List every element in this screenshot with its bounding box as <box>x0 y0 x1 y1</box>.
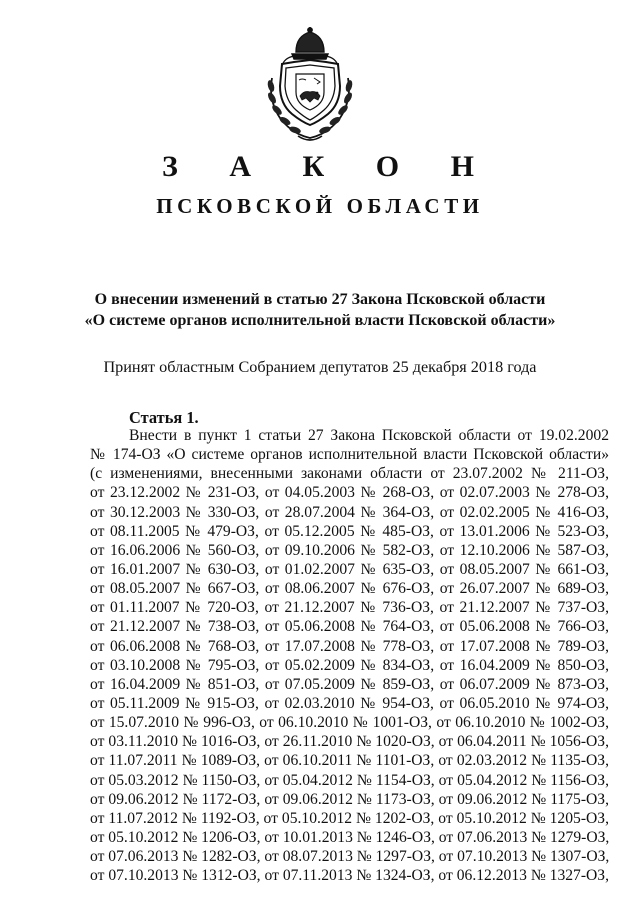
article-body <box>90 426 609 885</box>
adoption-note: Принят областным Собранием депутатов 25 декабря 2018 года <box>103 358 537 376</box>
body-line: от 21.12.2007 № 738-ОЗ, от 05.06.2008 № 764-ОЗ, от 05.06.2008 № 766-ОЗ, <box>90 618 609 636</box>
document-title: З А К О Н <box>162 150 496 183</box>
body-line: от 11.07.2012 № 1192-ОЗ, от 05.10.2012 № 1202-ОЗ, от 05.10.2012 № 1205-ОЗ, <box>90 809 609 827</box>
law-heading-line: О внесении изменений в статью 27 Закона Псковской области <box>94 291 546 308</box>
law-heading <box>0 289 640 331</box>
body-line: от 16.04.2009 № 851-ОЗ, от 07.05.2009 № 859-ОЗ, от 06.07.2009 № 873-ОЗ, <box>90 675 609 693</box>
body-line: от 05.10.2012 № 1206-ОЗ, от 10.01.2013 № 1246-ОЗ, от 07.06.2013 № 1279-ОЗ, <box>90 828 610 846</box>
document-subtitle: ПСКОВСКОЙ ОБЛАСТИ <box>156 194 484 218</box>
body-line: от 07.06.2013 № 1282-ОЗ, от 08.07.2013 № 1297-ОЗ, от 07.10.2013 № 1307-ОЗ, <box>90 848 610 866</box>
body-line: от 03.11.2010 № 1016-ОЗ, от 26.11.2010 № 1020-ОЗ, от 06.04.2011 № 1056-ОЗ, <box>90 733 609 751</box>
body-line: от 16.06.2006 № 560-ОЗ, от 09.10.2006 № 582-ОЗ, от 12.10.2006 № 587-ОЗ, <box>90 541 609 559</box>
body-line: Внести в пункт 1 статьи 27 Закона Псковской области от 19.02.2002 <box>129 427 609 444</box>
law-heading-line: «О системе органов исполнительной власти Псковской области» <box>84 312 556 329</box>
body-line: от 30.12.2003 № 330-ОЗ, от 28.07.2004 № 364-ОЗ, от 02.02.2005 № 416-ОЗ, <box>90 503 609 521</box>
body-line: от 07.10.2013 № 1312-ОЗ, от 07.11.2013 № 1324-ОЗ, от 06.12.2013 № 1327-ОЗ, <box>90 867 609 885</box>
body-line: от 09.06.2012 № 1172-ОЗ, от 09.06.2012 № 1173-ОЗ, от 09.06.2012 № 1175-ОЗ, <box>90 790 609 808</box>
body-line: от 15.07.2010 № 996-ОЗ, от 06.10.2010 № 1001-ОЗ, от 06.10.2010 № 1002-ОЗ, <box>90 714 609 732</box>
body-line: от 03.10.2008 № 795-ОЗ, от 05.02.2009 № 834-ОЗ, от 16.04.2009 № 850-ОЗ, <box>90 656 609 674</box>
body-line: (с изменениями, внесенными законами области от 23.07.2002 № 211-ОЗ, <box>90 465 609 483</box>
body-line: № 174-ОЗ «О системе органов исполнительной власти Псковской области» <box>90 446 609 464</box>
pskov-coat-of-arms-icon <box>262 26 358 144</box>
article-title: Статья 1. <box>129 408 199 427</box>
body-line: от 05.03.2012 № 1150-ОЗ, от 05.04.2012 № 1154-ОЗ, от 05.04.2012 № 1156-ОЗ, <box>90 771 609 789</box>
body-line: от 06.06.2008 № 768-ОЗ, от 17.07.2008 № 778-ОЗ, от 17.07.2008 № 789-ОЗ, <box>90 637 609 655</box>
body-line: от 23.12.2002 № 231-ОЗ, от 04.05.2003 № 268-ОЗ, от 02.07.2003 № 278-ОЗ, <box>90 484 609 502</box>
body-line: от 05.11.2009 № 915-ОЗ, от 02.03.2010 № 954-ОЗ, от 06.05.2010 № 974-ОЗ, <box>90 694 609 712</box>
body-line: от 08.11.2005 № 479-ОЗ, от 05.12.2005 № 485-ОЗ, от 13.01.2006 № 523-ОЗ, <box>90 522 609 540</box>
body-line: от 01.11.2007 № 720-ОЗ, от 21.12.2007 № 736-ОЗ, от 21.12.2007 № 737-ОЗ, <box>90 599 609 617</box>
body-line: от 11.07.2011 № 1089-ОЗ, от 06.10.2011 № 1101-ОЗ, от 02.03.2012 № 1135-ОЗ, <box>90 752 609 770</box>
body-line: от 16.01.2007 № 630-ОЗ, от 01.02.2007 № 635-ОЗ, от 08.05.2007 № 661-ОЗ, <box>90 560 609 578</box>
body-line: от 08.05.2007 № 667-ОЗ, от 08.06.2007 № 676-ОЗ, от 26.07.2007 № 689-ОЗ, <box>90 580 609 598</box>
